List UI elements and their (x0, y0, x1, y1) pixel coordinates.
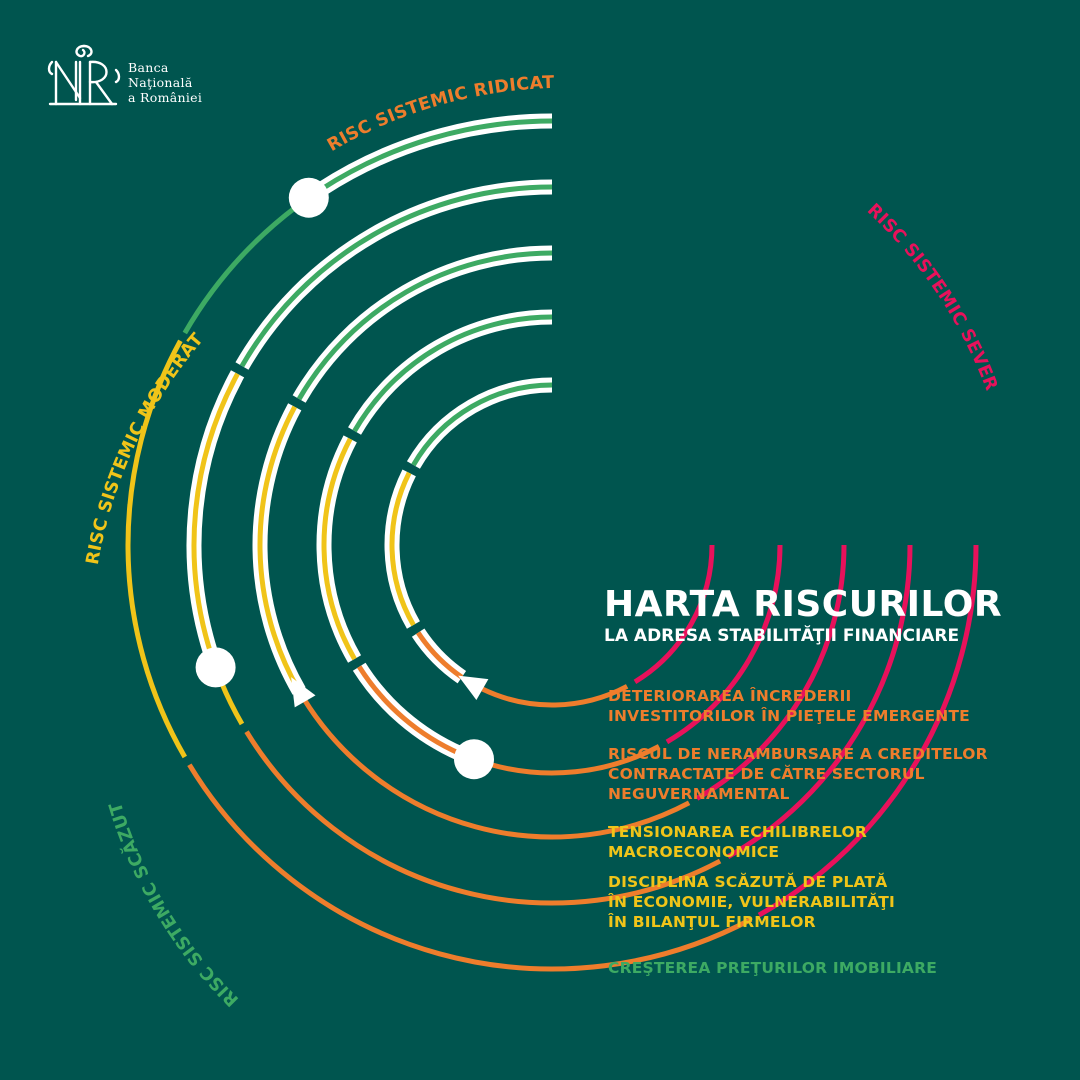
zone-label-severe: RISC SISTEMIC SEVER (863, 200, 1002, 394)
arc-ring-investor-confidence (392, 385, 712, 705)
risk-label-investor-confidence (608, 686, 970, 726)
risk-label-line: RISCUL DE NERAMBURSARE A CREDITELOR (608, 745, 988, 763)
risk-label-line: CONTRACTATE DE CĂTRE SECTORUL (608, 765, 925, 783)
risk-label-real-estate-prices (608, 958, 937, 978)
logo-line-3: a României (128, 90, 203, 105)
risk-label-line: ÎN BILANŢUL FIRMELOR (608, 913, 816, 931)
risk-label-line: ÎN ECONOMIE, VULNERABILITĂŢI (608, 893, 895, 911)
zone-label-high: RISC SISTEMIC RIDICAT (324, 72, 555, 156)
risk-label-line: INVESTITORILOR ÎN PIEŢELE EMERGENTE (608, 707, 970, 725)
arc-track-outline (413, 385, 552, 465)
risk-label-credit-default (608, 744, 988, 804)
logo-line-2: Naţională (128, 75, 193, 90)
risk-label-line: DISCIPLINA SCĂZUTĂ DE PLATĂ (608, 873, 888, 891)
risk-arrow-up-icon (291, 677, 315, 707)
zone-label-moderate: RISC SISTEMIC MODERAT (82, 329, 208, 567)
risk-label-line: TENSIONAREA ECHILIBRELOR (608, 823, 868, 841)
risk-dot-marker-payment-discipline (196, 647, 236, 687)
risk-dot-marker-credit-default (454, 739, 494, 779)
bnr-monogram-icon (46, 40, 122, 112)
risk-label-line: MACROECONOMICE (608, 843, 780, 861)
arc-segment-high (483, 686, 628, 705)
risk-label-macro-imbalances (608, 822, 867, 862)
risk-label-line: NEGUVERNAMENTAL (608, 785, 790, 803)
risk-label-payment-discipline (608, 872, 895, 932)
risk-label-line: CREŞTEREA PREŢURILOR IMOBILIARE (608, 959, 938, 977)
bnr-logo-text (128, 60, 202, 105)
arc-segment-moderate (221, 681, 242, 724)
risk-label-line: DETERIORAREA ÎNCREDERII (608, 687, 852, 705)
bnr-logo (46, 40, 246, 112)
logo-line-1: Banca (128, 60, 169, 75)
risk-dot-marker-real-estate-prices (289, 178, 329, 218)
page-subtitle: LA ADRESA STABILITĂŢII FINANCIARE (604, 626, 960, 646)
page-title: HARTA RISCURILOR (604, 584, 1003, 625)
zone-label-low: RISC SISTEMIC SCĂZUT (105, 799, 243, 1010)
title-block (604, 584, 1002, 646)
arc-track-outline (359, 667, 460, 754)
